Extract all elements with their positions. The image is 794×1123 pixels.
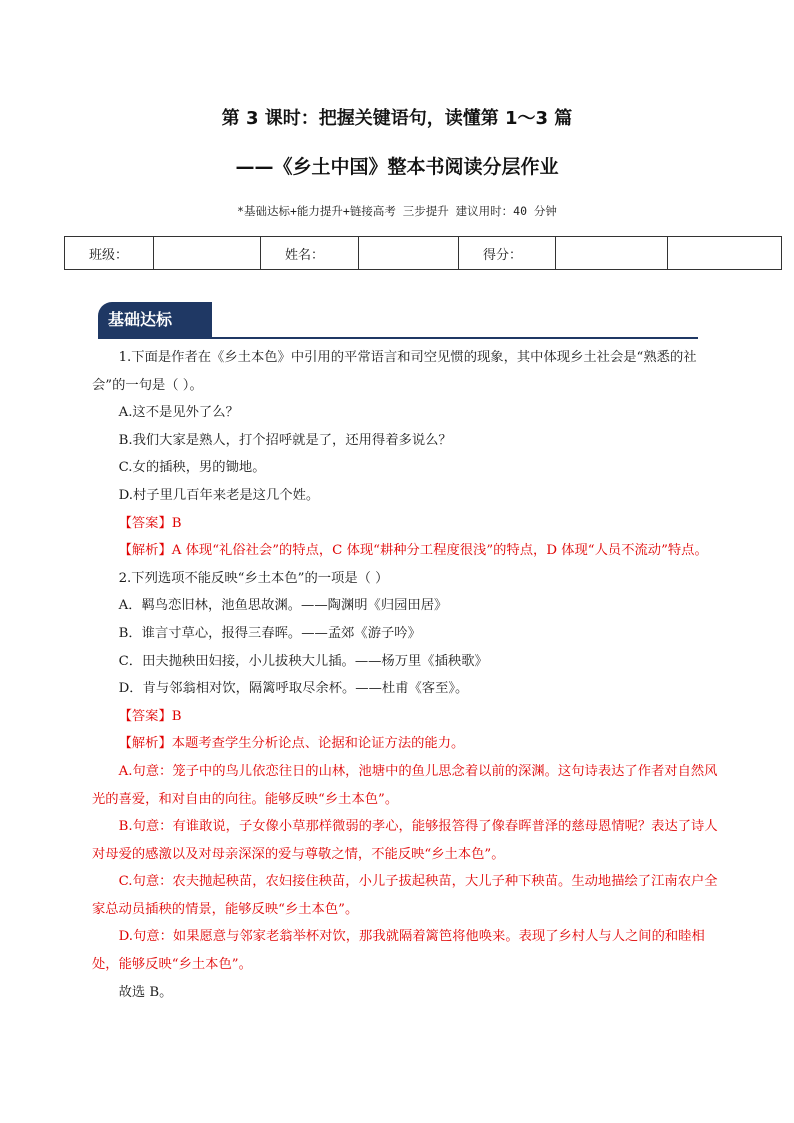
- score-field[interactable]: [556, 237, 668, 270]
- info-table: [64, 236, 782, 270]
- q1-option-d: D.村子里几百年来老是这几个姓。: [118, 487, 320, 503]
- q2-analysis-intro: 【解析】本题考查学生分析论点、论据和论证方法的能力。: [118, 736, 465, 752]
- q2-option-d: D．肯与邻翁相对饮，隔篱呼取尽余杯。——杜甫《客至》。: [118, 681, 469, 697]
- name-field[interactable]: [359, 237, 459, 270]
- q1-answer: 【答案】B: [118, 515, 182, 531]
- extra-field[interactable]: [668, 237, 782, 270]
- q1-option-a: A.这不是见外了么？: [118, 405, 239, 421]
- q2-stem: 2.下列选项不能反映“乡土本色”的一项是（ ）: [118, 570, 389, 586]
- page-subtitle: ——《乡土中国》整本书阅读分层作业: [235, 156, 559, 178]
- q1-option-c: C.女的插秧，男的锄地。: [118, 460, 266, 476]
- score-label: 得分：: [459, 237, 556, 270]
- section-header: 基础达标: [98, 302, 212, 338]
- q2-answer: 【答案】B: [118, 708, 182, 724]
- name-label: 姓名：: [261, 237, 359, 270]
- q2-option-a: A．羁鸟恋旧林，池鱼思故渊。——陶渊明《归园田居》: [118, 598, 448, 614]
- meta-line: *基础达标+能力提升+链接高考 三步提升 建议用时：40 分钟: [237, 204, 557, 218]
- question-content: [92, 344, 728, 1006]
- page-title: 第 3 课时：把握关键语句，读懂第 1～3 篇: [221, 108, 573, 129]
- class-label: 班级：: [65, 237, 154, 270]
- q2-analysis-d: D.句意：如果愿意与邻家老翁举杯对饮，那我就隔着篱笆将他唤来。表现了乡村人与人之间的和睦相处，能够反映“乡土本色”。: [92, 929, 705, 973]
- class-field[interactable]: [154, 237, 261, 270]
- section-divider: [98, 337, 698, 339]
- q2-analysis-a: A.句意：笼子中的鸟儿依恋往日的山林，池塘中的鱼儿思念着以前的深渊。这句诗表达了作者对自然风光的喜爱，和对自由的向往。能够反映“乡土本色”。: [92, 763, 718, 807]
- q1-option-b: B.我们大家是熟人，打个招呼就是了，还用得着多说么？: [118, 432, 452, 448]
- q2-analysis-b: B.句意：有谁敢说，子女像小草那样微弱的孝心，能够报答得了像春晖普泽的慈母恩情呢？表达了诗人对母爱的感激以及对母亲深深的爱与尊敬之情，不能反映“乡土本色”。: [92, 819, 718, 862]
- q2-option-c: C．田夫抛秧田妇接，小儿拔秧大儿插。——杨万里《插秧歌》: [118, 653, 488, 669]
- q2-option-b: B．谁言寸草心，报得三春晖。——孟郊《游子吟》: [118, 625, 421, 641]
- q1-stem: 1.下面是作者在《乡土本色》中引用的平常语言和司空见惯的现象，其中体现乡土社会是“熟悉的社会”的一句是（ ）。: [92, 350, 697, 393]
- q2-analysis-c: C.句意：农夫抛起秧苗，农妇接住秧苗，小儿子拔起秧苗，大儿子种下秧苗。生动地描绘了江南农户全家总动员插秧的情景，能够反映“乡土本色”。: [92, 874, 718, 917]
- q1-analysis: 【解析】A 体现“礼俗社会”的特点，C 体现“耕种分工程度很浅”的特点，D 体现“人员不流动”特点。: [118, 543, 708, 559]
- q2-conclusion: 故选 B。: [118, 984, 173, 1000]
